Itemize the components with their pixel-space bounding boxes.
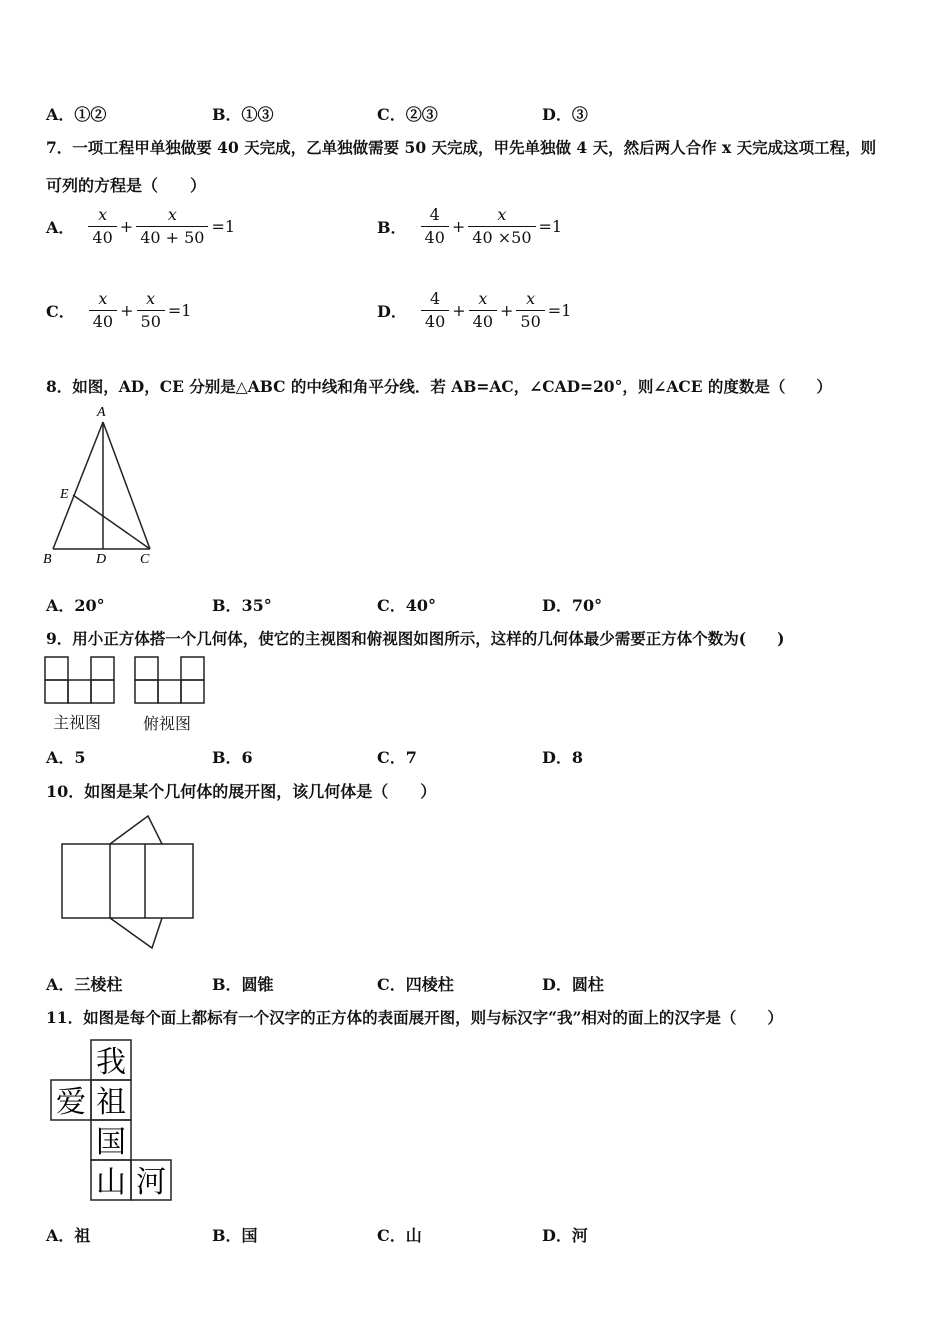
net-face-ai: 爱 bbox=[56, 1085, 86, 1120]
net-face-zu: 祖 bbox=[96, 1085, 126, 1120]
net-face-wo: 我 bbox=[96, 1045, 126, 1080]
q9-option-d[interactable]: D．8 bbox=[542, 748, 584, 767]
fraction: $\frac{x}{40}$ bbox=[469, 290, 497, 331]
q9-option-b[interactable]: B．6 bbox=[212, 748, 253, 767]
top-view-label: 俯视图 bbox=[143, 714, 192, 733]
q8-option-d[interactable]: D．70° bbox=[542, 596, 603, 615]
q10-option-d[interactable]: D．圆柱 bbox=[542, 975, 604, 994]
fraction: $\frac{x}{50}$ bbox=[137, 290, 165, 331]
q8-option-c[interactable]: C．40° bbox=[377, 596, 437, 615]
top-view-grid bbox=[134, 656, 206, 706]
fraction: $\frac{x}{40 + 50}$ bbox=[136, 206, 208, 247]
label-a: A bbox=[97, 405, 106, 420]
q11-option-a[interactable]: A．祖 bbox=[46, 1226, 91, 1245]
q8-option-a[interactable]: A．20° bbox=[46, 596, 105, 615]
q11-option-b[interactable]: B．国 bbox=[212, 1226, 258, 1245]
net-face-shan: 山 bbox=[96, 1165, 126, 1200]
label-b: B bbox=[43, 552, 52, 567]
q8-stem: 8．如图，AD，CE 分别是△ABC 的中线和角平分线．若 AB=AC，∠CAD=20°，则∠ACE 的度数是（ ） bbox=[46, 377, 832, 396]
q8-option-b[interactable]: B．35° bbox=[212, 596, 272, 615]
q7-option-b-label: B． bbox=[377, 218, 407, 237]
q11-option-d[interactable]: D．河 bbox=[542, 1226, 588, 1245]
q7-stem-line2: 可列的方程是（ ） bbox=[46, 176, 207, 195]
cube-net-figure bbox=[48, 1038, 174, 1204]
q7-option-c[interactable]: C． $\frac{x}{40}$ + $\frac{x}{50}$ =1 bbox=[46, 289, 192, 331]
q11-stem: 11．如图是每个面上都标有一个汉字的正方体的表面展开图，则与标汉字“我”相对的面上的汉字是（ ） bbox=[46, 1008, 783, 1027]
q6-option-b[interactable]: B．①③ bbox=[212, 105, 274, 124]
fraction: $\frac{4}{40}$ bbox=[421, 206, 449, 247]
q6-option-d[interactable]: D．③ bbox=[542, 105, 588, 124]
q6-option-a[interactable]: A．①② bbox=[46, 105, 107, 124]
front-view-grid bbox=[44, 656, 116, 706]
label-d: D bbox=[96, 552, 107, 567]
side-ac bbox=[103, 422, 150, 549]
q7-option-a[interactable]: A． $\frac{x}{40}$ + $\frac{x}{40 + 50}$ =1 bbox=[46, 205, 236, 247]
triangle-figure bbox=[40, 400, 170, 572]
bisector-ce bbox=[73, 495, 150, 549]
fraction: $\frac{4}{40}$ bbox=[421, 290, 449, 331]
q9-stem: 9．用小正方体搭一个几何体，使它的主视图和俯视图如图所示，这样的几何体最少需要正方体个数为( ) bbox=[46, 629, 785, 648]
q10-option-a[interactable]: A．三棱柱 bbox=[46, 975, 123, 994]
q11-option-c[interactable]: C．山 bbox=[377, 1226, 422, 1245]
net-face-he: 河 bbox=[136, 1165, 166, 1200]
front-view-label: 主视图 bbox=[53, 713, 102, 732]
side-ab bbox=[53, 422, 103, 549]
prism-net-figure bbox=[58, 812, 198, 954]
q7-stem-line1: 7．一项工程甲单独做要 40 天完成，乙单独做需要 50 天完成，甲先单独做 4 天，然后两人合作 x 天完成这项工程，则 bbox=[46, 138, 877, 157]
label-e: E bbox=[60, 487, 69, 502]
q10-option-b[interactable]: B．圆锥 bbox=[212, 975, 274, 994]
q6-option-c[interactable]: C．②③ bbox=[377, 105, 438, 124]
fraction: $\frac{x}{50}$ bbox=[516, 290, 544, 331]
q7-option-a-label: A． bbox=[46, 218, 75, 237]
q9-option-c[interactable]: C．7 bbox=[377, 748, 417, 767]
fraction: $\frac{x}{40 \times 50}$ bbox=[468, 206, 535, 247]
q7-option-c-label: C． bbox=[46, 302, 75, 321]
q9-option-a[interactable]: A．5 bbox=[46, 748, 86, 767]
fraction: $\frac{x}{40}$ bbox=[89, 290, 117, 331]
q7-option-d[interactable]: D． $\frac{4}{40}$ + $\frac{x}{40}$ + $\frac{x}{50}$ =1 bbox=[377, 289, 572, 331]
fraction: $\frac{x}{40}$ bbox=[88, 206, 116, 247]
q10-option-c[interactable]: C．四棱柱 bbox=[377, 975, 454, 994]
label-c: C bbox=[140, 552, 150, 567]
q10-stem: 10．如图是某个几何体的展开图，该几何体是（ ） bbox=[46, 782, 437, 801]
q7-option-b[interactable]: B． $\frac{4}{40}$ + $\frac{x}{40 \times 50}$ =1 bbox=[377, 205, 563, 247]
net-face-guo: 国 bbox=[96, 1125, 126, 1160]
q7-option-d-label: D． bbox=[377, 302, 407, 321]
